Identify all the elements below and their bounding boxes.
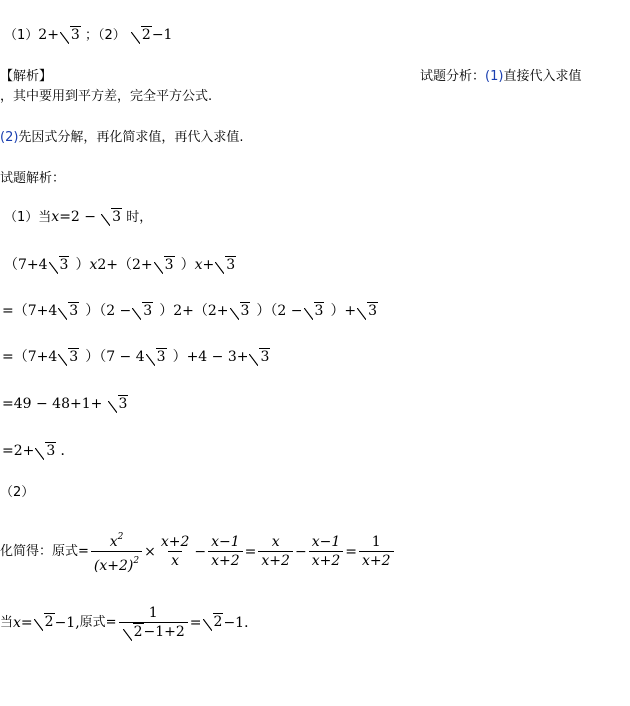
radicand: 3 — [164, 257, 174, 273]
text: 时， — [126, 210, 153, 225]
sqrt-symbol — [215, 256, 236, 275]
text: ）+4 − 3+ — [172, 349, 249, 365]
denominator: x — [168, 551, 182, 570]
numerator: x+2 — [160, 534, 190, 550]
radicand: 3 — [59, 257, 69, 273]
fraction — [258, 533, 293, 570]
text: −1+2 — [143, 624, 185, 640]
fraction — [359, 533, 394, 570]
radicand: 3 — [46, 443, 56, 459]
text: 当 — [0, 614, 14, 630]
text: ） — [75, 257, 90, 273]
analysis-line3 — [0, 129, 244, 147]
text: = — [244, 543, 257, 560]
radicand: 3 — [314, 303, 324, 319]
radicand: 3 — [69, 349, 79, 365]
sqrt-symbol — [35, 442, 56, 461]
text: − — [294, 543, 307, 560]
part1-step1 — [2, 302, 378, 321]
text: ）（7 − 4 — [85, 349, 145, 365]
fraction — [208, 533, 243, 570]
sqrt-symbol — [58, 302, 79, 321]
part1-step2 — [2, 348, 270, 367]
var-x: x — [13, 614, 21, 631]
part1-step4 — [2, 442, 74, 461]
answer-line — [4, 26, 172, 45]
text: x — [109, 534, 118, 550]
analysis-line2: ，其中要用到平方差，完全平方公式. — [0, 89, 213, 104]
analysis-tag: 【解析】 — [0, 69, 53, 84]
sqrt-symbol — [304, 302, 325, 321]
analysis-intro-label: 试题分析： — [420, 69, 486, 84]
text: ）（2 − — [256, 303, 303, 319]
text: − — [194, 543, 207, 560]
text: ） — [180, 257, 195, 273]
sqrt-symbol — [132, 302, 153, 321]
denominator: $(x+2)^2$ — [91, 551, 142, 575]
numerator: 1 — [148, 605, 158, 621]
denominator: x+2 — [309, 551, 344, 570]
fraction — [309, 533, 344, 570]
analysis-intro-num: (1) — [485, 69, 504, 84]
radicand: 2 — [133, 624, 143, 640]
text: = — [20, 614, 33, 631]
text: 2+（2+ — [97, 257, 153, 273]
radicand: 2 — [44, 614, 54, 630]
radicand: 3 — [260, 349, 270, 365]
text: =2+ — [2, 443, 35, 459]
text: ）+ — [330, 303, 357, 319]
answer-term: 2+ — [38, 27, 59, 43]
answer-separator: ；（2） — [84, 28, 126, 43]
part1-step3 — [2, 395, 128, 414]
part2-substitute — [0, 604, 258, 641]
numerator: $x^2$ — [109, 532, 124, 550]
radicand: 3 — [69, 303, 79, 319]
text: =（7+4 — [2, 303, 58, 319]
radicand: 3 — [156, 349, 166, 365]
radicand: 3 — [112, 209, 122, 225]
part2-simplify — [0, 528, 396, 575]
text: =49 − 48+1+ — [2, 396, 103, 412]
text: （1）当 — [4, 210, 52, 225]
text: ． — [60, 443, 75, 459]
denominator — [119, 622, 188, 641]
sqrt-symbol — [154, 256, 175, 275]
sqrt-symbol — [131, 26, 152, 45]
sqrt-symbol — [230, 302, 251, 321]
radicand: 3 — [368, 303, 378, 319]
text: = — [189, 614, 202, 631]
var-x: x — [89, 257, 98, 273]
radicand: 2 — [213, 614, 223, 630]
numerator: x−1 — [211, 534, 240, 550]
text: −1, — [54, 614, 80, 631]
text: × — [144, 543, 156, 560]
sqrt-symbol — [60, 26, 81, 45]
numerator: x−1 — [311, 534, 341, 550]
text: = — [345, 543, 357, 560]
text: ）（2 − — [85, 303, 132, 319]
text: 原式= — [79, 614, 117, 630]
radicand: 3 — [143, 303, 153, 319]
sqrt-symbol — [203, 613, 224, 632]
text: 化简得：原式= — [0, 543, 89, 559]
sqrt-symbol — [108, 395, 129, 414]
denominator: x+2 — [208, 551, 243, 570]
sqrt-symbol — [146, 348, 167, 367]
fraction — [91, 528, 142, 575]
var-x: x — [51, 209, 60, 225]
sqrt-symbol — [34, 613, 55, 632]
radicand: 2 — [141, 27, 151, 43]
analysis-intro-text: 直接代入求值 — [503, 69, 582, 84]
sqrt-symbol — [249, 348, 270, 367]
sqrt-symbol — [123, 623, 144, 641]
radicand: 3 — [226, 257, 236, 273]
sqrt-symbol — [49, 256, 70, 275]
part2-label: （2） — [0, 485, 35, 500]
part1-condition — [4, 208, 152, 227]
solution-label: 试题解析： — [0, 171, 66, 186]
text: ） — [159, 303, 174, 319]
radicand: 3 — [240, 303, 250, 319]
numerator: x — [271, 534, 280, 550]
text: （7+4 — [4, 257, 48, 273]
sqrt-symbol — [357, 302, 378, 321]
text: =（7+4 — [2, 349, 58, 365]
part1-expression — [4, 256, 236, 275]
denominator: x+2 — [359, 551, 394, 570]
radicand: 3 — [70, 27, 80, 43]
text: 2+（2+ — [173, 303, 229, 319]
radicand: 3 — [118, 396, 128, 412]
fraction — [158, 533, 193, 570]
text: =2 − — [59, 209, 97, 225]
numerator: 1 — [371, 534, 381, 550]
text: + — [202, 257, 215, 273]
answer-term: −1 — [151, 27, 173, 43]
sqrt-symbol — [101, 208, 122, 227]
var-x: x — [194, 257, 203, 273]
text: −1． — [223, 614, 259, 631]
analysis-line3-num: (2) — [0, 130, 19, 145]
sqrt-symbol — [58, 348, 79, 367]
analysis-line3-text: 先因式分解，再化简求值，再代入求值. — [18, 130, 244, 145]
answer-part1-label: （1） — [4, 28, 39, 43]
text: (x+2) — [93, 558, 134, 574]
fraction — [119, 604, 188, 641]
denominator: x+2 — [258, 551, 293, 570]
analysis-intro — [420, 68, 581, 86]
